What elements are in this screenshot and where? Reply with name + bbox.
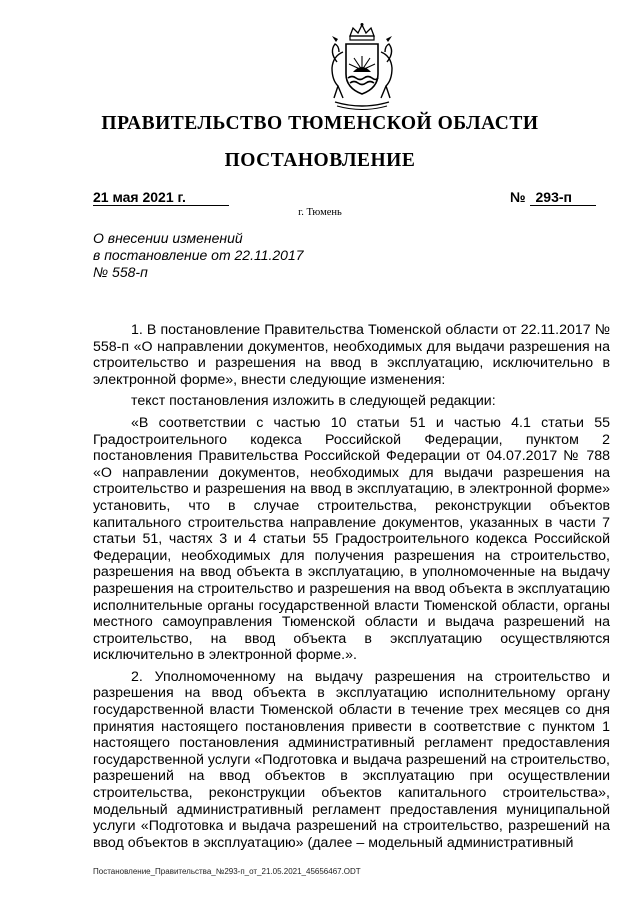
decree-number: 293-п xyxy=(530,190,596,206)
decree-body xyxy=(93,322,610,856)
body-paragraph-1: 1. В постановление Правительства Тюменской области от 22.11.2017 № 558-п «О направлении документов, необходимых для выдачи разрешения на строительство и разрешения на ввод в эксплуатацию, исключительно в электронной форме», внести следующие изменения: xyxy=(93,322,610,388)
body-paragraph-4: 2. Уполномоченному на выдачу разрешения на строительство и разрешения на ввод объекта в эксплуатацию исполнительному органу государственной власти Тюменской области в течение трех месяцев со дня принятия настоящего постановления привести в соответствие с пунктом 1 настоящего постановления административный регламент предоставления государственной услуги «Подготовка и выдача разрешений на строительство, разрешений на ввод объектов в эксплуатацию при осуществлении строительства, реконструкции объектов капитального строительства», модельный административный регламент предоставления муниципальной услуги «Подготовка и выдача разрешений на строительство, разрешений на ввод объектов в эксплуатацию» (далее – модельный административный xyxy=(93,668,610,851)
document-type-title: ПОСТАНОВЛЕНИЕ xyxy=(224,150,416,171)
body-paragraph-2: текст постановления изложить в следующей редакции: xyxy=(131,393,496,410)
body-paragraph-3: «В соответствии с частью 10 статьи 51 и частью 4.1 статьи 55 Градостроительного кодекса Российской Федерации, пунктом 2 постановления Правительства Российской Федерации от 04.07.2017 № 788 «О направлении документов, необходимых для выдачи разрешения на строительство и разрешения на ввод в эксплуатацию, в электронной форме» установить, что в случае строительства, реконструкции объектов капитального строительства направление документов, указанных в части 7 статьи 51, частях 3 и 4 статьи 55 Градостроительного кодекса Российской Федерации, необходимых для получения разрешения на строительство, разрешения на ввод объекта в эксплуатацию, в уполномоченные на выдачу разрешения на строительство и разрешения на ввод объекта в эксплуатацию исполнительные органы государственной власти Тюменской области, органы местного самоуправления Тюменской области и выдача разрешений на строительство, на ввод объекта в эксплуатацию осуществляются исключительно в электронной форме.». xyxy=(93,414,610,664)
decree-subject xyxy=(93,230,304,281)
footer-filename: Постановление_Правительства_№293-п_от_21.05.2021_45656467.ODT xyxy=(93,867,361,876)
number-sign: № xyxy=(510,189,526,205)
subject-line: № 558-п xyxy=(93,264,148,280)
decree-number-block xyxy=(510,190,596,206)
subject-line: О внесении изменений xyxy=(93,230,243,246)
coat-of-arms-icon xyxy=(323,22,401,112)
subject-line: в постановление от 22.11.2017 xyxy=(93,247,304,263)
city-label: г. Тюмень xyxy=(298,207,342,218)
government-title: ПРАВИТЕЛЬСТВО ТЮМЕНСКОЙ ОБЛАСТИ xyxy=(101,113,539,134)
decree-date: 21 мая 2021 г. xyxy=(93,190,229,206)
